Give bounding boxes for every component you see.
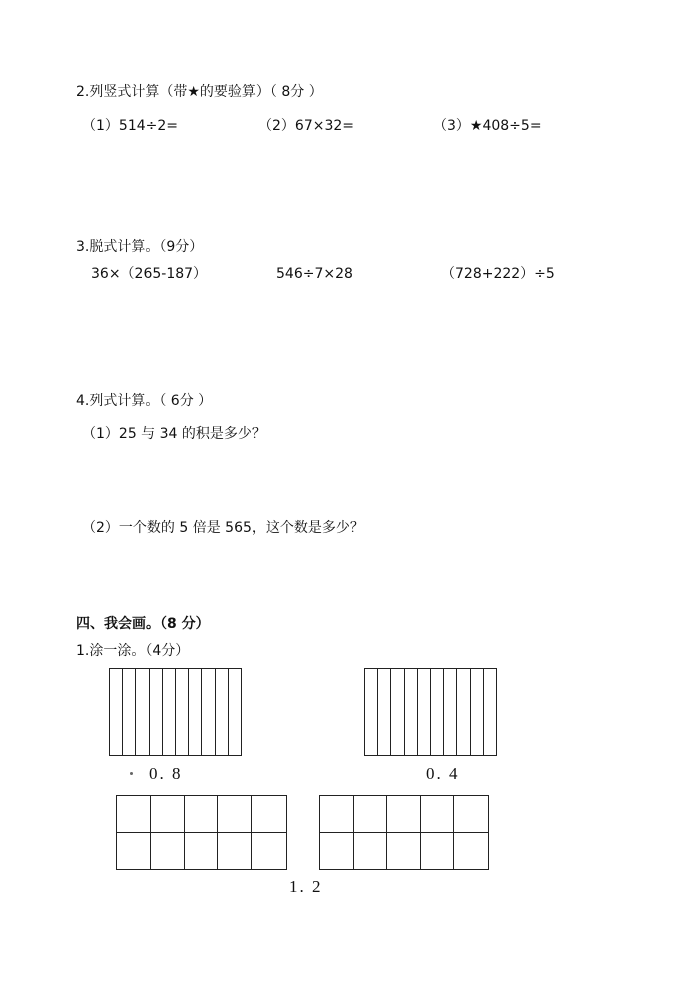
square-grid-2[interactable] (319, 795, 489, 870)
problem-4-1: （1）25 与 34 的积是多少？ (82, 426, 266, 442)
problem-2-3: （3）★408÷5= (433, 118, 542, 134)
decimal-strip-grid-2[interactable] (364, 668, 497, 756)
label-1-2: 1. 2 (289, 877, 323, 896)
problem-3-1: 36×（265-187） (91, 266, 208, 282)
problem-2-2: （2）67×32= (258, 118, 354, 134)
problem-3-3: （728+222）÷5 (441, 266, 555, 282)
part-4-sub-1: 1.涂一涂。（4分） (76, 643, 190, 659)
problem-3-2: 546÷7×28 (276, 266, 353, 282)
section-4-title: 4.列式计算。（ 6分 ） (76, 393, 213, 409)
problem-2-1: （1）514÷2= (82, 118, 178, 134)
section-2-title: 2.列竖式计算（带★的要验算）（ 8分 ） (76, 84, 323, 100)
mark-dot (130, 772, 133, 775)
part-4-heading: 四、我会画。（8 分） (76, 616, 210, 632)
label-0-8: 0. 8 (149, 764, 183, 783)
section-3-title: 3.脱式计算。（9分） (76, 239, 204, 255)
label-0-4: 0. 4 (426, 764, 460, 783)
decimal-strip-grid-1[interactable] (109, 668, 242, 756)
problem-4-2: （2）一个数的 5 倍是 565，这个数是多少？ (82, 520, 364, 536)
square-grid-1[interactable] (116, 795, 287, 870)
